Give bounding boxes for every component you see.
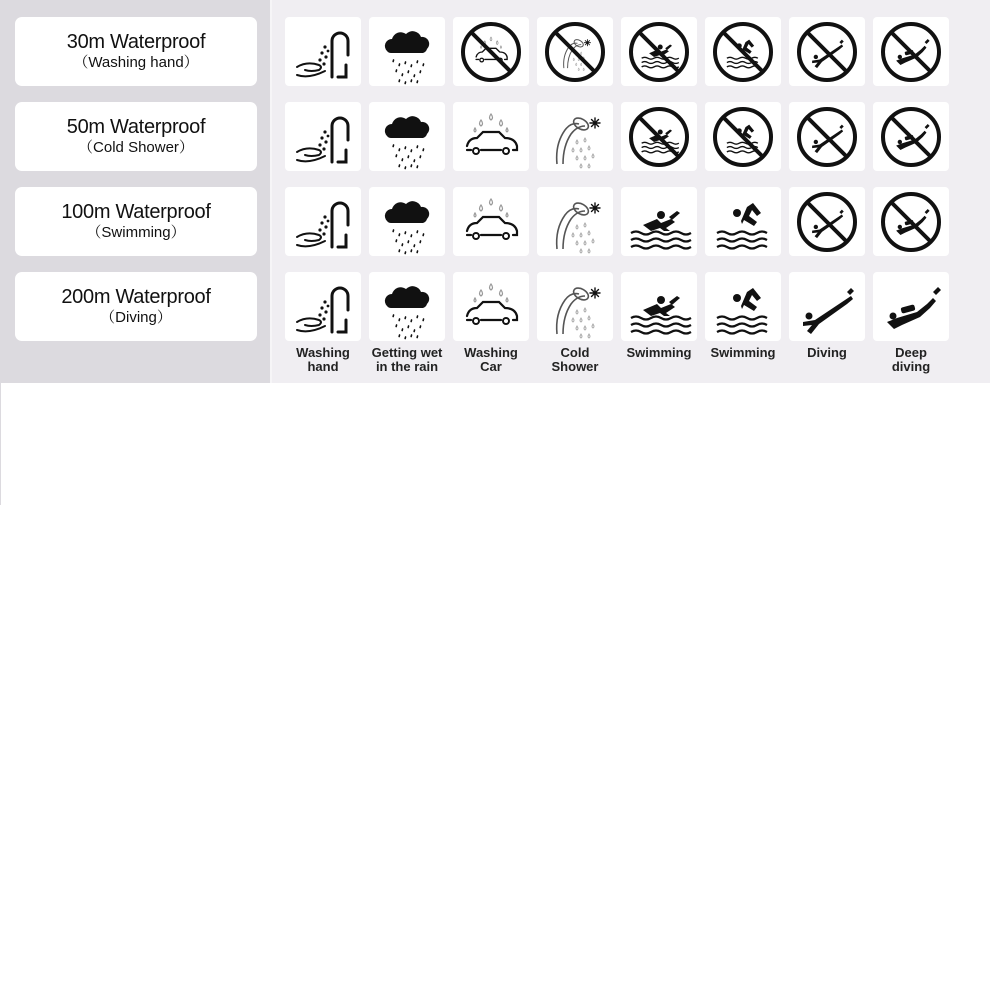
caption-line: Car: [480, 359, 502, 374]
activity-tile-1-1: [369, 102, 445, 171]
cold-shower-icon: [537, 272, 613, 341]
activity-tile-2-0: [285, 187, 361, 256]
scuba-diver-prohibited-icon: [873, 187, 949, 256]
scuba-diver-prohibited-icon: [873, 102, 949, 171]
car-wash-icon: [453, 272, 529, 341]
washing-hand-icon: [285, 272, 361, 341]
caption-line: Swimming: [626, 345, 692, 360]
rain-cloud-icon: [369, 272, 445, 341]
activity-caption-2: [446, 346, 536, 374]
activity-tile-1-5: [705, 102, 781, 171]
diver-prohibited-icon: [789, 17, 865, 86]
scuba-diver-prohibited-icon: [873, 17, 949, 86]
swimmer-prohibited-icon: [621, 102, 697, 171]
caption-line: Getting wet: [371, 345, 443, 360]
dive-swimmer-icon: [705, 187, 781, 256]
activity-tile-3-6: [789, 272, 865, 341]
dive-swimmer-prohibited-icon: [705, 102, 781, 171]
activity-tile-2-3: [537, 187, 613, 256]
swimmer-icon: [621, 187, 697, 256]
activity-caption-7: [866, 346, 956, 374]
rain-cloud-icon: [369, 187, 445, 256]
level-subtitle: （Diving）: [100, 309, 172, 326]
activity-tile-0-5: [705, 17, 781, 86]
activity-tile-1-4: [621, 102, 697, 171]
activity-tile-1-2: [453, 102, 529, 171]
caption-line: Washing: [296, 345, 350, 360]
activity-caption-5: [698, 346, 788, 360]
activity-tile-0-4: [621, 17, 697, 86]
level-label-2: [15, 187, 257, 256]
cold-shower-icon: [537, 102, 613, 171]
swimmer-icon: [621, 272, 697, 341]
activity-caption-3: [530, 346, 620, 374]
dive-swimmer-icon: [705, 272, 781, 341]
activity-tile-2-1: [369, 187, 445, 256]
car-wash-prohibited-icon: [453, 17, 529, 86]
activity-caption-1: [362, 346, 452, 374]
activity-tile-1-6: [789, 102, 865, 171]
scuba-diver-icon: [873, 272, 949, 341]
level-label-3: [15, 272, 257, 341]
activity-tile-2-6: [789, 187, 865, 256]
activity-tile-2-4: [621, 187, 697, 256]
caption-line: Swimming: [710, 345, 776, 360]
activity-tile-1-0: [285, 102, 361, 171]
level-title: 100m Waterproof: [61, 201, 211, 223]
activity-tile-3-7: [873, 272, 949, 341]
level-label-0: [15, 17, 257, 86]
caption-line: in the rain: [375, 359, 439, 374]
level-label-1: [15, 102, 257, 171]
panel-divider: [270, 0, 272, 383]
caption-line: Washing: [464, 345, 518, 360]
activity-caption-4: [614, 346, 704, 360]
level-title: 50m Waterproof: [66, 116, 206, 138]
washing-hand-icon: [285, 102, 361, 171]
activity-tile-2-5: [705, 187, 781, 256]
rain-cloud-icon: [369, 102, 445, 171]
washing-hand-icon: [285, 17, 361, 86]
activity-tile-3-3: [537, 272, 613, 341]
level-subtitle: （Washing hand）: [73, 54, 199, 71]
activity-tile-3-0: [285, 272, 361, 341]
activity-tile-0-0: [285, 17, 361, 86]
car-wash-icon: [453, 187, 529, 256]
edge-line: [0, 383, 1, 505]
level-title: 200m Waterproof: [61, 286, 211, 308]
caption-line: Shower: [551, 359, 599, 374]
activity-caption-0: [278, 346, 368, 374]
rain-cloud-icon: [369, 17, 445, 86]
level-title: 30m Waterproof: [66, 31, 206, 53]
swimmer-prohibited-icon: [621, 17, 697, 86]
activity-tile-0-1: [369, 17, 445, 86]
car-wash-icon: [453, 102, 529, 171]
dive-swimmer-prohibited-icon: [705, 17, 781, 86]
waterproof-rating-chart: [0, 0, 990, 383]
caption-line: hand: [307, 359, 339, 374]
activity-tile-3-4: [621, 272, 697, 341]
diver-icon: [789, 272, 865, 341]
activity-tile-3-5: [705, 272, 781, 341]
diver-prohibited-icon: [789, 102, 865, 171]
level-subtitle: （Swimming）: [86, 224, 186, 241]
caption-line: diving: [891, 359, 931, 374]
activity-tile-0-2: [453, 17, 529, 86]
activity-tile-0-3: [537, 17, 613, 86]
caption-line: Cold: [560, 345, 590, 360]
cold-shower-icon: [537, 187, 613, 256]
activity-tile-1-7: [873, 102, 949, 171]
activity-tile-2-7: [873, 187, 949, 256]
activity-tile-2-2: [453, 187, 529, 256]
washing-hand-icon: [285, 187, 361, 256]
activity-tile-0-6: [789, 17, 865, 86]
activity-tile-3-1: [369, 272, 445, 341]
activity-tile-3-2: [453, 272, 529, 341]
activity-tile-0-7: [873, 17, 949, 86]
activity-tile-1-3: [537, 102, 613, 171]
activity-caption-6: [782, 346, 872, 360]
diver-prohibited-icon: [789, 187, 865, 256]
caption-line: Diving: [807, 345, 847, 360]
level-subtitle: （Cold Shower）: [78, 139, 194, 156]
caption-line: Deep: [895, 345, 927, 360]
cold-shower-prohibited-icon: [537, 17, 613, 86]
